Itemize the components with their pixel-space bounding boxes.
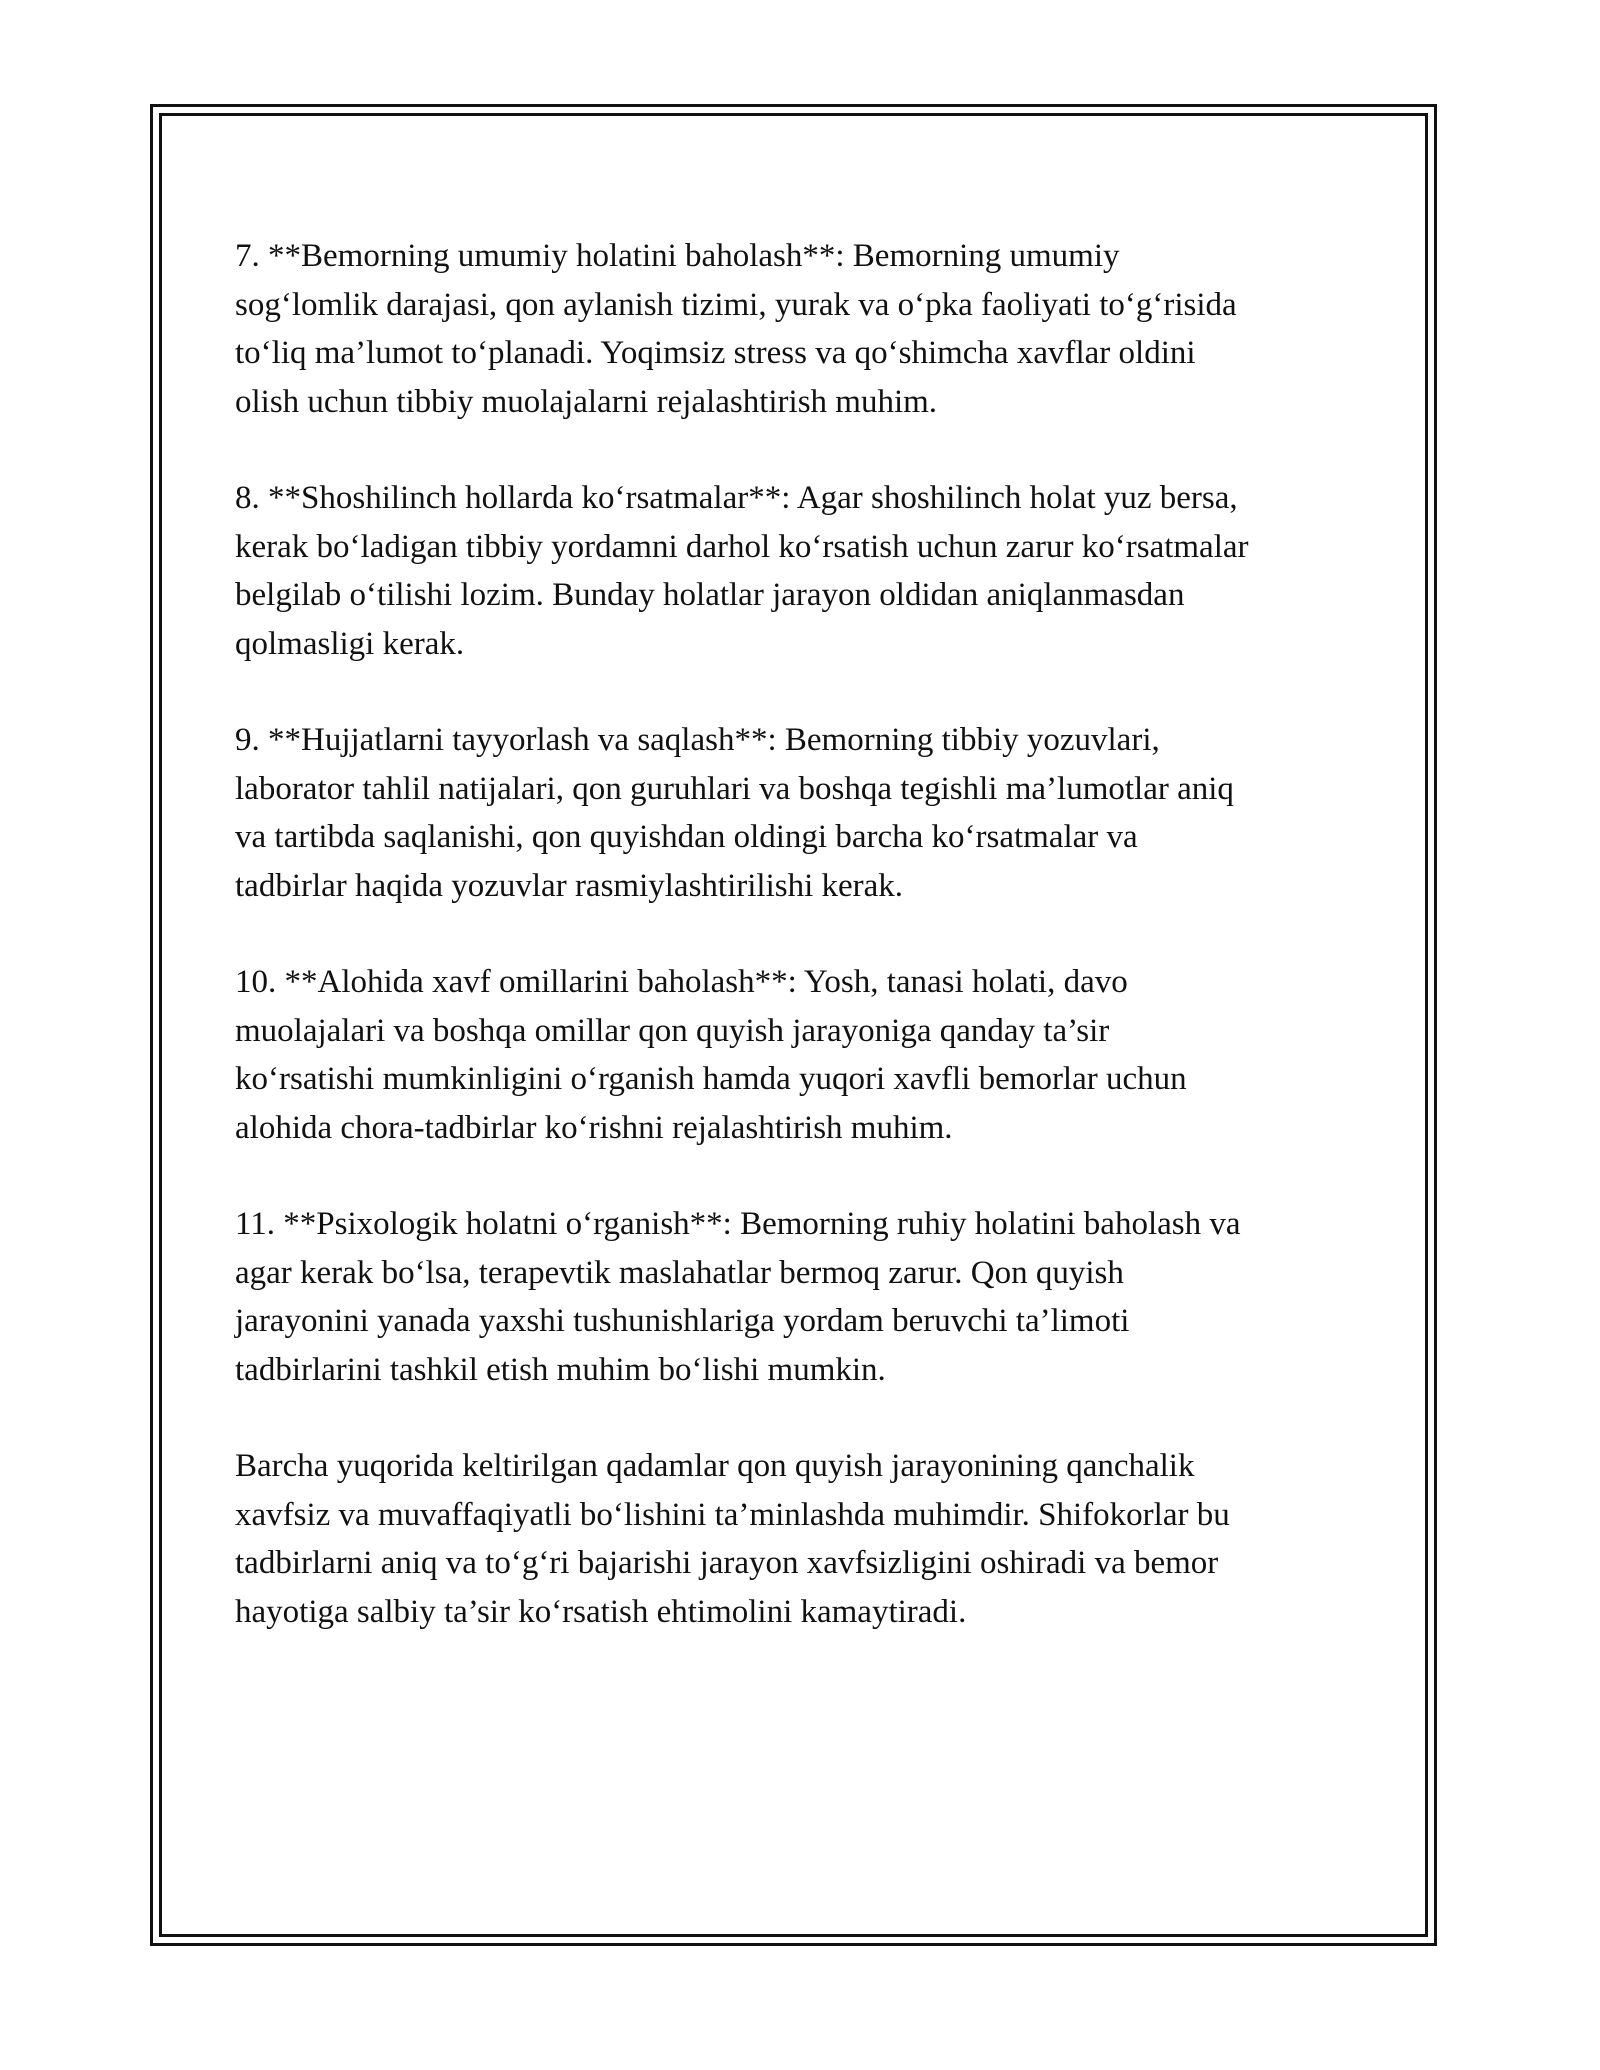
text-line: qolmasligi kerak. bbox=[235, 625, 465, 662]
text-line: va tartibda saqlanishi, qon quyishdan oldingi barcha ko‘rsatmalar va bbox=[235, 819, 1138, 855]
text-line: sog‘lomlik darajasi, qon aylanish tizimi, yurak va o‘pka faoliyati to‘g‘risida bbox=[235, 286, 1237, 323]
text-line: laborator tahlil natijalari, qon guruhlari va boshqa tegishli ma’lumotlar aniq bbox=[235, 770, 1234, 807]
paragraph-item-10 bbox=[235, 958, 1360, 1152]
paragraph-item-8 bbox=[235, 474, 1360, 668]
text-line: to‘liq ma’lumot to‘planadi. Yoqimsiz stress va qo‘shimcha xavflar oldini bbox=[235, 335, 1196, 371]
text-line: muolajalari va boshqa omillar qon quyish jarayoniga qanday ta’sir bbox=[235, 1012, 1110, 1049]
paragraph-item-9 bbox=[235, 716, 1360, 910]
text-line: Barcha yuqorida keltirilgan qadamlar qon quyish jarayonining qanchalik bbox=[235, 1448, 1195, 1484]
text-line: olish uchun tibbiy muolajalarni rejalashtirish muhim. bbox=[235, 383, 938, 420]
text-line: agar kerak bo‘lsa, terapevtik maslahatlar bermoq zarur. Qon quyish bbox=[235, 1254, 1124, 1291]
text-line: hayotiga salbiy ta’sir ko‘rsatish ehtimolini kamaytiradi. bbox=[235, 1593, 967, 1630]
text-line: xavfsiz va muvaffaqiyatli bo‘lishini ta’minlashda muhimdir. Shifokorlar bu bbox=[235, 1496, 1230, 1533]
document-body bbox=[235, 232, 1360, 1684]
text-line: 11. **Psixologik holatni o‘rganish**: Bemorning ruhiy holatini baholash va bbox=[235, 1206, 1241, 1242]
text-line: tadbirlarini tashkil etish muhim bo‘lishi mumkin. bbox=[235, 1351, 886, 1388]
text-line: ko‘rsatishi mumkinligini o‘rganish hamda yuqori xavfli bemorlar uchun bbox=[235, 1061, 1187, 1097]
text-line: 9. **Hujjatlarni tayyorlash va saqlash**: Bemorning tibbiy yozuvlari, bbox=[235, 722, 1160, 758]
paragraph-item-7 bbox=[235, 232, 1360, 426]
paragraph-conclusion bbox=[235, 1442, 1360, 1636]
text-line: alohida chora-tadbirlar ko‘rishni rejalashtirish muhim. bbox=[235, 1109, 953, 1146]
text-line: tadbirlarni aniq va to‘g‘ri bajarishi jarayon xavfsizligini oshiradi va bemor bbox=[235, 1545, 1219, 1581]
text-line: jarayonini yanada yaxshi tushunishlariga yordam beruvchi ta’limoti bbox=[235, 1303, 1130, 1339]
text-line: 10. **Alohida xavf omillarini baholash**: Yosh, tanasi holati, davo bbox=[235, 964, 1128, 1000]
text-line: belgilab o‘tilishi lozim. Bunday holatlar jarayon oldidan aniqlanmasdan bbox=[235, 577, 1185, 613]
paragraph-item-11 bbox=[235, 1200, 1360, 1394]
text-line: 8. **Shoshilinch hollarda ko‘rsatmalar**: Agar shoshilinch holat yuz bersa, bbox=[235, 480, 1238, 516]
text-line: 7. **Bemorning umumiy holatini baholash**: Bemorning umumiy bbox=[235, 238, 1120, 274]
text-line: tadbirlar haqida yozuvlar rasmiylashtirilishi kerak. bbox=[235, 867, 904, 904]
text-line: kerak bo‘ladigan tibbiy yordamni darhol ko‘rsatish uchun zarur ko‘rsatmalar bbox=[235, 528, 1249, 565]
